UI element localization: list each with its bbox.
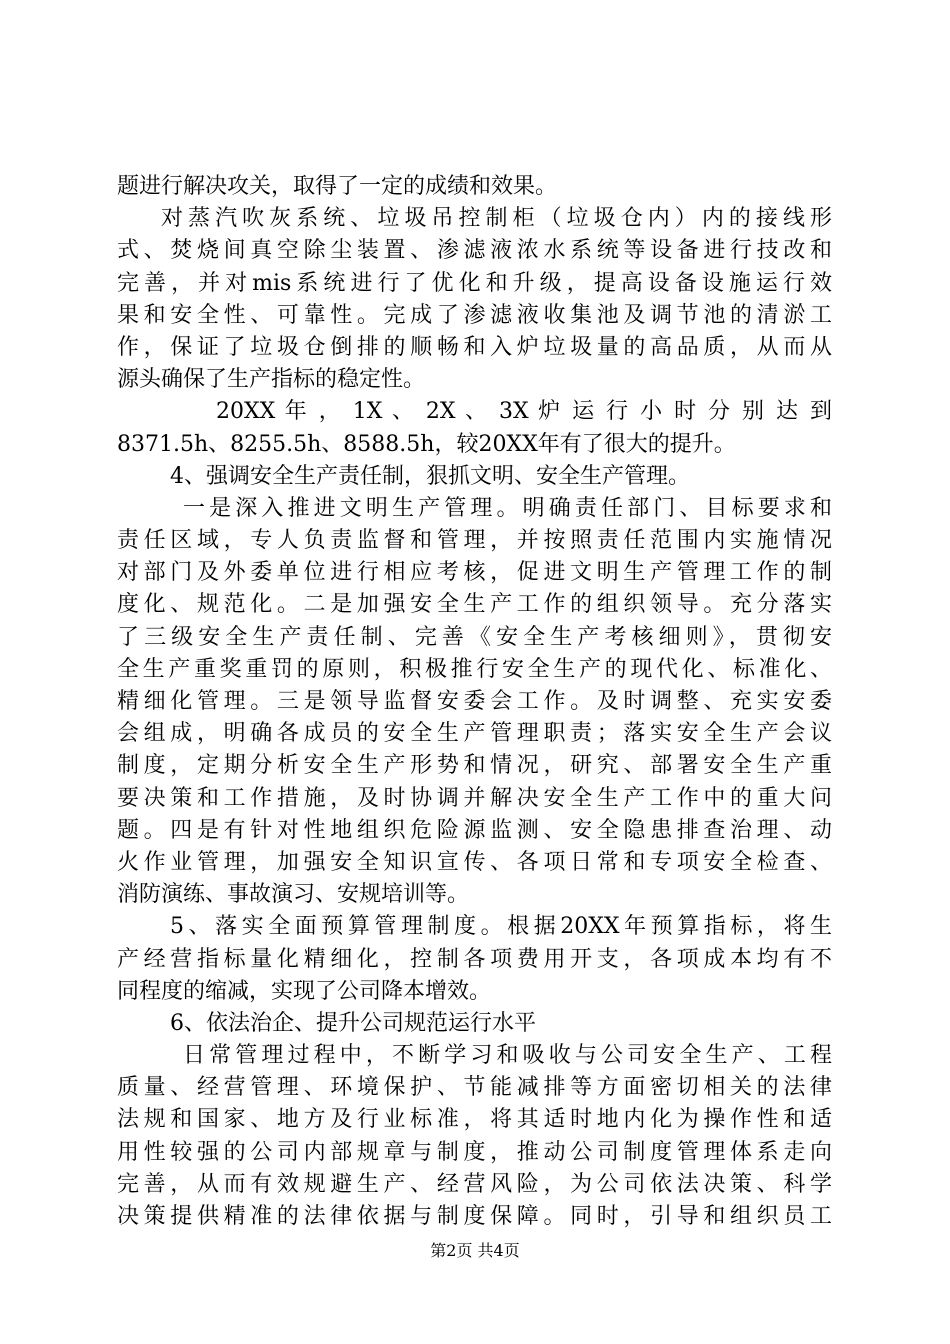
text-line: 作，保证了垃圾仓倒排的顺畅和入炉垃圾量的高品质，从而从	[117, 334, 832, 360]
paragraph-first-line: 一是深入推进文明生产管理。明确责任部门、目标要求和	[183, 495, 832, 521]
paragraph-first-line: 对蒸汽吹灰系统、垃圾吊控制柜（垃圾仓内）内的接线形	[161, 206, 832, 232]
text-line: 源头确保了生产指标的稳定性。	[117, 367, 426, 393]
page-indicator: 第2页 共4页	[430, 1241, 520, 1260]
text-line: 法规和国家、地方及行业标准，将其适时地内化为操作性和适	[117, 1107, 832, 1133]
text-line: 用性较强的公司内部规章与制度，推动公司制度管理体系走向	[117, 1139, 832, 1165]
text-line: 同程度的缩减，实现了公司降本增效。	[117, 978, 492, 1004]
text-line: 消防演练、事故演习、安规培训等。	[117, 882, 470, 908]
text-line: 火作业管理，加强安全知识宣传、各项日常和专项安全检查、	[117, 849, 832, 875]
text-line: 题进行解决攻关，取得了一定的成绩和效果。	[117, 174, 558, 199]
section-heading: 4、强调安全生产责任制，狠抓文明、安全生产管理。	[170, 463, 690, 489]
text-line: 会组成，明确各成员的安全生产管理职责；落实安全生产会议	[117, 721, 832, 747]
text-line: 对部门及外委单位进行相应考核，促进文明生产管理工作的制	[117, 560, 832, 586]
paragraph-first-line: 20XX 年 ， 1X 、 2X 、 3X 炉 运 行 小 时 分 别 达 到	[216, 399, 832, 425]
text-line: 全生产重奖重罚的原则，积极推行安全生产的现代化、标准化、	[117, 656, 832, 682]
text-line: 决策提供精准的法律依据与制度保障。同时，引导和组织员工	[117, 1204, 832, 1229]
text-line: 8371.5h、8255.5h、8588.5h，较20XX年有了很大的提升。	[117, 431, 736, 457]
paragraph-first-line: 日常管理过程中，不断学习和吸收与公司安全生产、工程	[183, 1043, 832, 1069]
text-line: 完善，并对mis系统进行了优化和升级，提高设备设施运行效	[117, 270, 832, 296]
text-line: 完善，从而有效规避生产、经营风险，为公司依法决策、科学	[117, 1171, 832, 1197]
text-line: 制度，定期分析安全生产形势和情况，研究、部署安全生产重	[117, 753, 832, 779]
text-line: 精细化管理。三是领导监督安委会工作。及时调整、充实安委	[117, 689, 832, 714]
text-line: 度化、规范化。二是加强安全生产工作的组织领导。充分落实	[117, 592, 832, 618]
text-line: 果和安全性、可靠性。完成了渗滤液收集池及调节池的清淤工	[117, 302, 832, 328]
text-line: 式、焚烧间真空除尘装置、渗滤液浓水系统等设备进行技改和	[117, 238, 832, 264]
section-heading: 6、依法治企、提升公司规范运行水平	[170, 1010, 536, 1036]
document-body	[117, 171, 832, 1233]
text-line: 责任区域，专人负责监督和管理，并按照责任范围内实施情况	[117, 528, 832, 554]
section-heading: 5、落实全面预算管理制度。根据20XX年预算指标，将生	[170, 914, 832, 940]
text-line: 要决策和工作措施，及时协调并解决安全生产工作中的重大问	[117, 785, 832, 811]
text-line: 产经营指标量化精细化，控制各项费用开支，各项成本均有不	[117, 946, 832, 972]
text-line: 质量、经营管理、环境保护、节能减排等方面密切相关的法律	[117, 1075, 832, 1101]
text-line: 题。四是有针对性地组织危险源监测、安全隐患排查治理、动	[117, 817, 832, 843]
text-line: 了三级安全生产责任制、完善《安全生产考核细则》，贯彻安	[117, 624, 832, 650]
